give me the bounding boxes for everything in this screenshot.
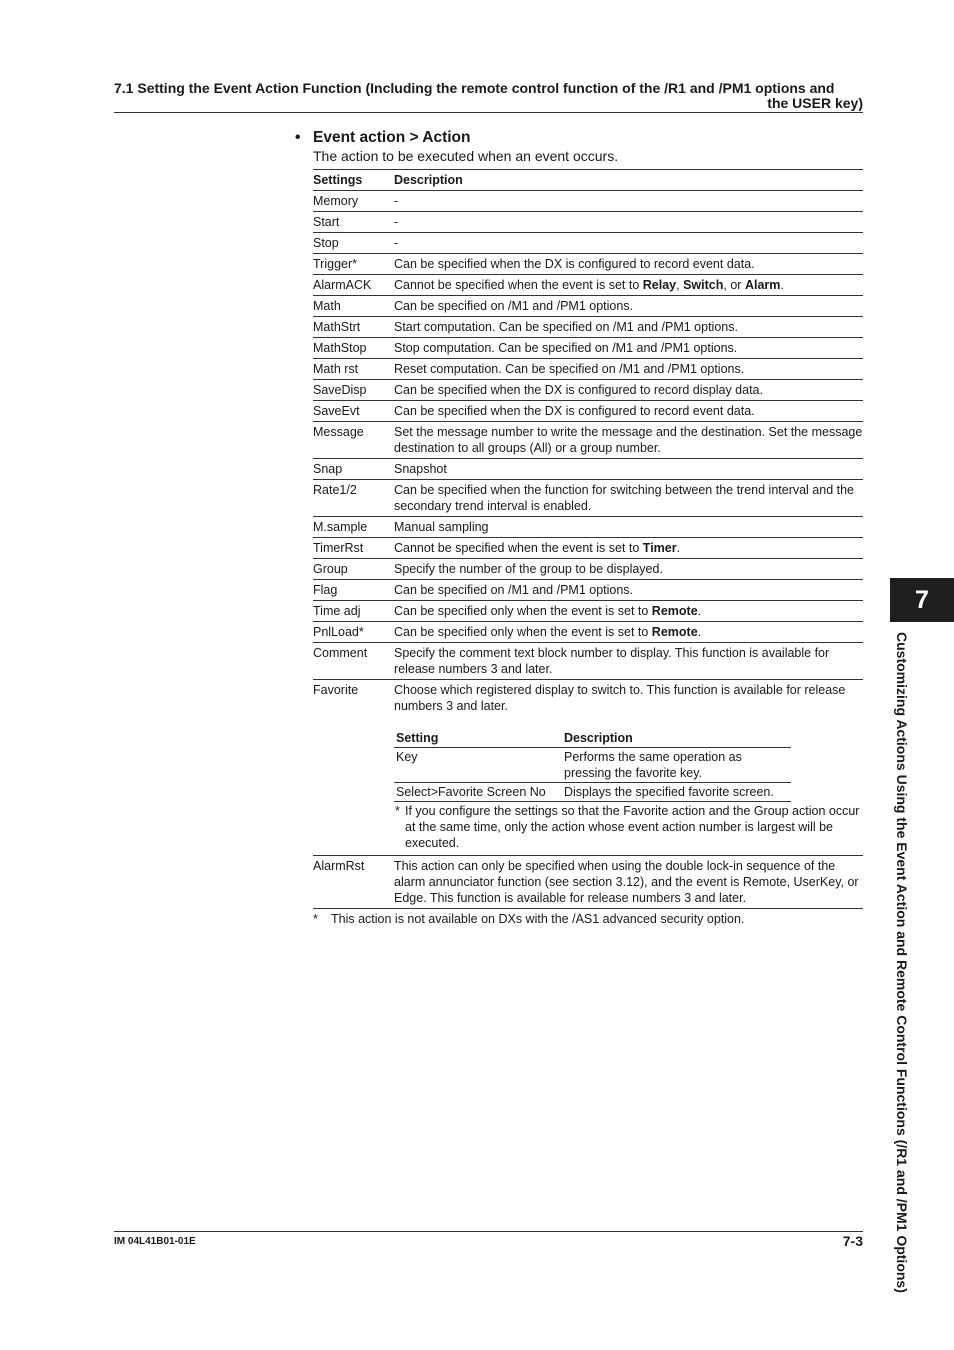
chapter-side-title: Customizing Actions Using the Event Action and Remote Control Functions (/R1 and /PM1 Options) xyxy=(894,632,910,1293)
description-cell: Reset computation. Can be specified on /M1 and /PM1 options. xyxy=(393,359,863,380)
description-cell xyxy=(393,601,863,622)
description-cell: Set the message number to write the message and the destination. Set the message destination to all groups (All) or a group number. xyxy=(393,422,863,459)
table-row xyxy=(313,233,863,254)
setting-cell: Flag xyxy=(313,580,393,601)
action-table xyxy=(313,169,863,909)
setting-cell: Math rst xyxy=(313,359,393,380)
setting-cell: AlarmRst xyxy=(313,856,393,909)
subtable-description-cell: Displays the specified favorite screen. xyxy=(562,783,791,802)
table-row xyxy=(313,212,863,233)
asterisk-icon: * xyxy=(313,912,318,926)
favorite-note xyxy=(394,803,863,851)
subtable-header-setting: Setting xyxy=(394,729,562,748)
description-text: Choose which registered display to switch to. This function is available for release numbers 3 and later. xyxy=(394,683,846,713)
description-cell: Can be specified when the DX is configured to record display data. xyxy=(393,380,863,401)
table-row xyxy=(313,338,863,359)
table-row xyxy=(313,601,863,622)
description-cell: Stop computation. Can be specified on /M1 and /PM1 options. xyxy=(393,338,863,359)
description-cell: This action can only be specified when using the double lock-in sequence of the alarm annunciator function (see section 3.12), and the event is Remote, UserKey, or Edge. This function is available for release numbers 3 and later. xyxy=(393,856,863,909)
table-row xyxy=(313,856,863,909)
favorite-note-text: If you configure the settings so that the Favorite action and the Group action occur at the same time, only the action whose event action number is largest will be executed. xyxy=(405,804,860,850)
bold-term: Remote xyxy=(651,604,698,618)
bold-term: Timer xyxy=(642,541,677,555)
header-divider xyxy=(114,112,863,113)
bold-term: Relay xyxy=(642,278,677,292)
description-cell: Can be specified on /M1 and /PM1 options. xyxy=(393,580,863,601)
setting-cell: Stop xyxy=(313,233,393,254)
setting-cell: AlarmACK xyxy=(313,275,393,296)
table-row xyxy=(313,275,863,296)
subtable-setting-cell: Select>Favorite Screen No xyxy=(394,783,562,802)
main-content xyxy=(295,128,863,927)
section-description: The action to be executed when an event occurs. xyxy=(313,148,619,164)
setting-cell: TimerRst xyxy=(313,538,393,559)
bold-term: Alarm xyxy=(744,278,781,292)
separator-text: , xyxy=(676,278,684,292)
header-title-line2: the USER key) xyxy=(767,95,863,111)
period-text: . xyxy=(697,625,702,639)
page-header-title xyxy=(114,81,863,111)
description-cell: Snapshot xyxy=(393,459,863,480)
table-row xyxy=(313,559,863,580)
table-footnote xyxy=(313,911,863,927)
description-cell xyxy=(393,680,863,856)
chapter-tab: 7 xyxy=(890,578,954,622)
description-text: Can be specified only when the event is set to xyxy=(394,604,652,618)
setting-cell: Math xyxy=(313,296,393,317)
footnote-text: This action is not available on DXs with the /AS1 advanced security option. xyxy=(331,912,745,926)
setting-cell: Rate1/2 xyxy=(313,480,393,517)
table-row xyxy=(313,254,863,275)
bold-term: Remote xyxy=(651,625,698,639)
table-row xyxy=(313,517,863,538)
table-header-row xyxy=(313,170,863,191)
description-cell: Can be specified when the DX is configured to record event data. xyxy=(393,401,863,422)
table-row xyxy=(313,680,863,856)
favorite-subtable xyxy=(394,729,791,802)
description-cell xyxy=(393,622,863,643)
subtable-description-cell: Performs the same operation as pressing the favorite key. xyxy=(562,748,791,783)
table-row xyxy=(313,359,863,380)
description-cell: Start computation. Can be specified on /M1 and /PM1 options. xyxy=(393,317,863,338)
column-header-settings: Settings xyxy=(313,170,393,191)
footer-divider xyxy=(114,1231,863,1232)
description-cell: - xyxy=(393,191,863,212)
description-text: Can be specified only when the event is set to xyxy=(394,625,652,639)
description-cell: Can be specified when the function for switching between the trend interval and the secondary trend interval is enabled. xyxy=(393,480,863,517)
column-header-description: Description xyxy=(393,170,863,191)
subtable-row xyxy=(394,748,791,783)
bold-term: Switch xyxy=(683,278,724,292)
description-cell: Specify the comment text block number to display. This function is available for release numbers 3 and later. xyxy=(393,643,863,680)
period-text: . xyxy=(676,541,681,555)
description-cell: Manual sampling xyxy=(393,517,863,538)
table-row xyxy=(313,401,863,422)
setting-cell: Message xyxy=(313,422,393,459)
document-id: IM 04L41B01-01E xyxy=(114,1236,196,1247)
description-cell xyxy=(393,275,863,296)
subtable-header-row xyxy=(394,729,791,748)
setting-cell: M.sample xyxy=(313,517,393,538)
section-heading xyxy=(295,128,863,147)
table-row xyxy=(313,191,863,212)
table-row xyxy=(313,643,863,680)
setting-cell: Snap xyxy=(313,459,393,480)
table-row xyxy=(313,480,863,517)
description-cell: - xyxy=(393,212,863,233)
table-row xyxy=(313,317,863,338)
separator-text: , or xyxy=(723,278,745,292)
setting-cell: Comment xyxy=(313,643,393,680)
setting-cell: MathStop xyxy=(313,338,393,359)
setting-cell: Group xyxy=(313,559,393,580)
period-text: . xyxy=(780,278,784,292)
description-cell: Specify the number of the group to be displayed. xyxy=(393,559,863,580)
description-text: Cannot be specified when the event is set to xyxy=(394,278,643,292)
subtable-header-description: Description xyxy=(562,729,791,748)
description-text: Cannot be specified when the event is set to xyxy=(394,541,643,555)
bullet-icon: • xyxy=(295,129,301,146)
setting-cell: SaveEvt xyxy=(313,401,393,422)
setting-cell: Time adj xyxy=(313,601,393,622)
setting-cell: Trigger* xyxy=(313,254,393,275)
header-title-line1: 7.1 Setting the Event Action Function (Including the remote control function of the /R1 and /PM1 options and xyxy=(114,80,835,96)
page-number: 7-3 xyxy=(842,1233,863,1249)
setting-cell: SaveDisp xyxy=(313,380,393,401)
setting-cell: Favorite xyxy=(313,680,393,856)
description-cell: Can be specified on /M1 and /PM1 options. xyxy=(393,296,863,317)
table-row xyxy=(313,422,863,459)
setting-cell: Memory xyxy=(313,191,393,212)
description-cell xyxy=(393,538,863,559)
table-row xyxy=(313,459,863,480)
setting-cell: PnlLoad* xyxy=(313,622,393,643)
subtable-row xyxy=(394,783,791,802)
asterisk-icon: * xyxy=(395,804,400,818)
period-text: . xyxy=(697,604,702,618)
description-cell: - xyxy=(393,233,863,254)
setting-cell: MathStrt xyxy=(313,317,393,338)
table-row xyxy=(313,538,863,559)
section-heading-text: Event action > Action xyxy=(313,129,471,146)
subtable-setting-cell: Key xyxy=(394,748,562,783)
table-row xyxy=(313,380,863,401)
table-row xyxy=(313,296,863,317)
table-row xyxy=(313,622,863,643)
setting-cell: Start xyxy=(313,212,393,233)
table-row xyxy=(313,580,863,601)
description-cell: Can be specified when the DX is configured to record event data. xyxy=(393,254,863,275)
